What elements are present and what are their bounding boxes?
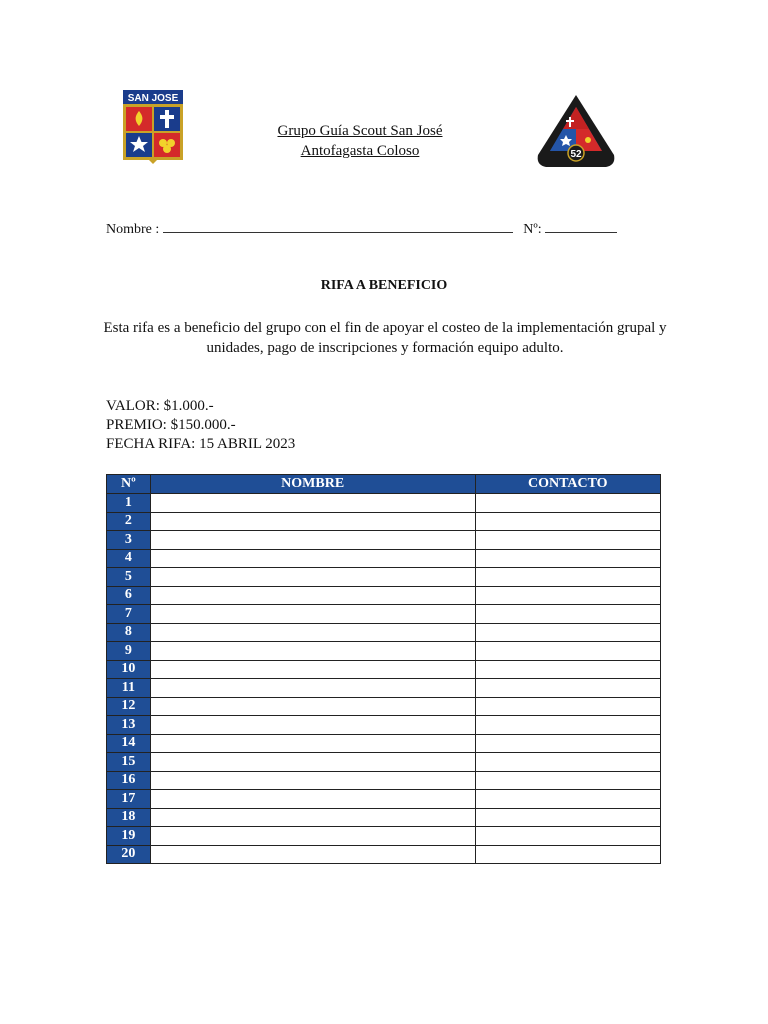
table-header-row bbox=[107, 475, 661, 494]
nombre-cell[interactable] bbox=[150, 790, 475, 809]
nombre-cell[interactable] bbox=[150, 660, 475, 679]
row-number: 1 bbox=[107, 494, 151, 513]
row-number: 17 bbox=[107, 790, 151, 809]
row-number: 16 bbox=[107, 771, 151, 790]
nombre-cell[interactable] bbox=[150, 605, 475, 624]
contacto-cell[interactable] bbox=[475, 494, 660, 513]
table-row bbox=[107, 531, 661, 550]
row-number: 20 bbox=[107, 845, 151, 864]
description-paragraph: Esta rifa es a beneficio del grupo con el fin de apoyar el costeo de la implementación grupal y unidades, pago de inscripciones y formación equipo adulto. bbox=[103, 320, 667, 356]
nombre-cell[interactable] bbox=[150, 586, 475, 605]
row-number: 14 bbox=[107, 734, 151, 753]
svg-text:SAN JOSE: SAN JOSE bbox=[127, 93, 179, 104]
row-number: 18 bbox=[107, 808, 151, 827]
contacto-cell[interactable] bbox=[475, 549, 660, 568]
table-row bbox=[107, 734, 661, 753]
nombre-cell[interactable] bbox=[150, 568, 475, 587]
contacto-cell[interactable] bbox=[475, 790, 660, 809]
table-row bbox=[107, 586, 661, 605]
nombre-cell[interactable] bbox=[150, 716, 475, 735]
table-row bbox=[107, 512, 661, 531]
contacto-cell[interactable] bbox=[475, 716, 660, 735]
nombre-cell[interactable] bbox=[150, 845, 475, 864]
group-52-badge-logo bbox=[536, 93, 616, 169]
contacto-cell[interactable] bbox=[475, 771, 660, 790]
contacto-cell[interactable] bbox=[475, 808, 660, 827]
premio-line: PREMIO: $150.000.- bbox=[106, 417, 236, 433]
row-number: 10 bbox=[107, 660, 151, 679]
header-group-name: Grupo Guía Scout San José bbox=[277, 123, 443, 139]
row-number: 13 bbox=[107, 716, 151, 735]
table-row bbox=[107, 827, 661, 846]
contacto-cell[interactable] bbox=[475, 623, 660, 642]
nombre-field-line bbox=[106, 219, 617, 238]
numero-blank[interactable] bbox=[545, 219, 617, 233]
row-number: 9 bbox=[107, 642, 151, 661]
contacto-cell[interactable] bbox=[475, 642, 660, 661]
contacto-cell[interactable] bbox=[475, 586, 660, 605]
contacto-cell[interactable] bbox=[475, 827, 660, 846]
nombre-cell[interactable] bbox=[150, 827, 475, 846]
nombre-cell[interactable] bbox=[150, 512, 475, 531]
contacto-cell[interactable] bbox=[475, 512, 660, 531]
table-row bbox=[107, 605, 661, 624]
table-row bbox=[107, 771, 661, 790]
table-row bbox=[107, 790, 661, 809]
table-row bbox=[107, 753, 661, 772]
table-row bbox=[107, 808, 661, 827]
row-number: 11 bbox=[107, 679, 151, 698]
table-row bbox=[107, 679, 661, 698]
contacto-cell[interactable] bbox=[475, 845, 660, 864]
nombre-cell[interactable] bbox=[150, 494, 475, 513]
table-row bbox=[107, 494, 661, 513]
contacto-cell[interactable] bbox=[475, 753, 660, 772]
row-number: 15 bbox=[107, 753, 151, 772]
svg-text:52: 52 bbox=[570, 149, 582, 160]
contacto-cell[interactable] bbox=[475, 660, 660, 679]
fecha-line: FECHA RIFA: 15 ABRIL 2023 bbox=[106, 436, 296, 452]
nombre-cell[interactable] bbox=[150, 531, 475, 550]
table-row bbox=[107, 660, 661, 679]
header-numero: Nº bbox=[107, 475, 151, 494]
nombre-cell[interactable] bbox=[150, 808, 475, 827]
table-row bbox=[107, 549, 661, 568]
row-number: 2 bbox=[107, 512, 151, 531]
row-number: 12 bbox=[107, 697, 151, 716]
header-location: Antofagasta Coloso bbox=[300, 143, 420, 159]
contacto-cell[interactable] bbox=[475, 568, 660, 587]
nombre-cell[interactable] bbox=[150, 679, 475, 698]
row-number: 7 bbox=[107, 605, 151, 624]
contacto-cell[interactable] bbox=[475, 679, 660, 698]
nombre-blank[interactable] bbox=[163, 219, 513, 233]
row-number: 8 bbox=[107, 623, 151, 642]
row-number: 19 bbox=[107, 827, 151, 846]
nombre-label: Nombre : bbox=[106, 222, 160, 237]
table-row bbox=[107, 623, 661, 642]
row-number: 4 bbox=[107, 549, 151, 568]
table-row bbox=[107, 845, 661, 864]
row-number: 5 bbox=[107, 568, 151, 587]
header-nombre: NOMBRE bbox=[150, 475, 475, 494]
table-row bbox=[107, 716, 661, 735]
nombre-cell[interactable] bbox=[150, 623, 475, 642]
header-contacto: CONTACTO bbox=[475, 475, 660, 494]
contacto-cell[interactable] bbox=[475, 605, 660, 624]
row-number: 3 bbox=[107, 531, 151, 550]
nombre-cell[interactable] bbox=[150, 753, 475, 772]
row-number: 6 bbox=[107, 586, 151, 605]
contacto-cell[interactable] bbox=[475, 697, 660, 716]
nombre-cell[interactable] bbox=[150, 642, 475, 661]
contacto-cell[interactable] bbox=[475, 734, 660, 753]
nombre-cell[interactable] bbox=[150, 549, 475, 568]
raffle-table-body bbox=[107, 494, 661, 864]
table-row bbox=[107, 697, 661, 716]
table-row bbox=[107, 568, 661, 587]
valor-line: VALOR: $1.000.- bbox=[106, 398, 214, 414]
table-row bbox=[107, 642, 661, 661]
nombre-cell[interactable] bbox=[150, 697, 475, 716]
nombre-cell[interactable] bbox=[150, 771, 475, 790]
nombre-cell[interactable] bbox=[150, 734, 475, 753]
numero-label: Nº: bbox=[523, 222, 542, 237]
document-title: RIFA A BENEFICIO bbox=[320, 278, 448, 293]
raffle-table bbox=[106, 474, 661, 864]
contacto-cell[interactable] bbox=[475, 531, 660, 550]
